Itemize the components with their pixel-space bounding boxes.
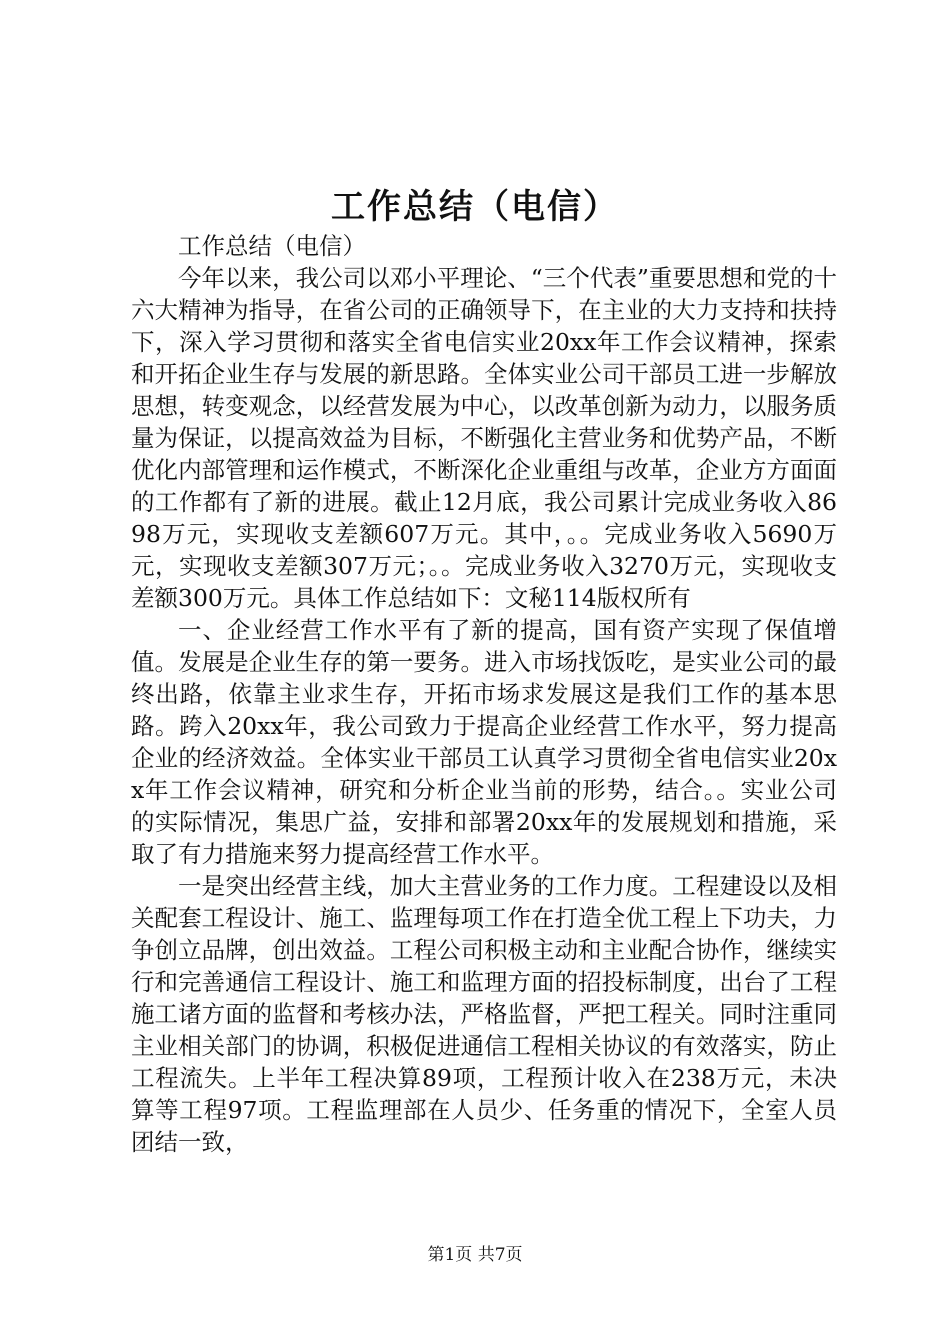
paragraph-subtitle: 工作总结（电信） xyxy=(178,232,366,260)
paragraph-intro: 今年以来，我公司以邓小平理论、“三个代表”重要思想和党的十六大精神为指导，在省公司的正确领导下，在主业的大力支持和扶持下，深入学习贯彻和落实全省电信实业20xx年工作会议精神，探索和开拓企业生存与发展的新思路。全体实业公司干部员工进一步解放思想，转变观念，以经营发展为中心，以改革创新为动力，以服务质量为保证，以提高效益为目标，不断强化主营业务和优势产品，不断优化内部管理和运作模式，不断深化企业重组与改革，企业方方面面的工作都有了新的进展。截止12月底，我公司累计完成业务收入8698万元，实现收支差额607万元。其中，。。完成业务收入5690万元，实现收支差额307万元；。。完成业务收入3270万元，实现收支差额300万元。具体工作总结如下：文秘114版权所有 xyxy=(131,264,837,612)
document-body xyxy=(131,230,837,1158)
page-footer: 第1页 共7页 xyxy=(427,1245,523,1265)
paragraph-section-1: 一、企业经营工作水平有了新的提高，国有资产实现了保值增值。发展是企业生存的第一要务。进入市场找饭吃，是实业公司的最终出路，依靠主业求生存，开拓市场求发展这是我们工作的基本思路。跨入20xx年，我公司致力于提高企业经营工作水平，努力提高企业的经济效益。全体实业干部员工认真学习贯彻全省电信实业20xx年工作会议精神，研究和分析企业当前的形势，结合。。实业公司的实际情况，集思广益，安排和部署20xx年的发展规划和措施，采取了有力措施来努力提高经营工作水平。 xyxy=(131,616,837,868)
page-title: 工作总结（电信） xyxy=(331,187,619,227)
paragraph-point-1: 一是突出经营主线，加大主营业务的工作力度。工程建设以及相关配套工程设计、施工、监理每项工作在打造全优工程上下功夫，力争创立品牌，创出效益。工程公司积极主动和主业配合协作，继续实行和完善通信工程设计、施工和监理方面的招投标制度，出台了工程施工诸方面的监督和考核办法，严格监督，严把工程关。同时注重同主业相关部门的协调，积极促进通信工程相关协议的有效落实，防止工程流失。上半年工程决算89项，工程预计收入在238万元，未决算等工程97项。工程监理部在人员少、任务重的情况下，全室人员团结一致， xyxy=(131,872,837,1156)
